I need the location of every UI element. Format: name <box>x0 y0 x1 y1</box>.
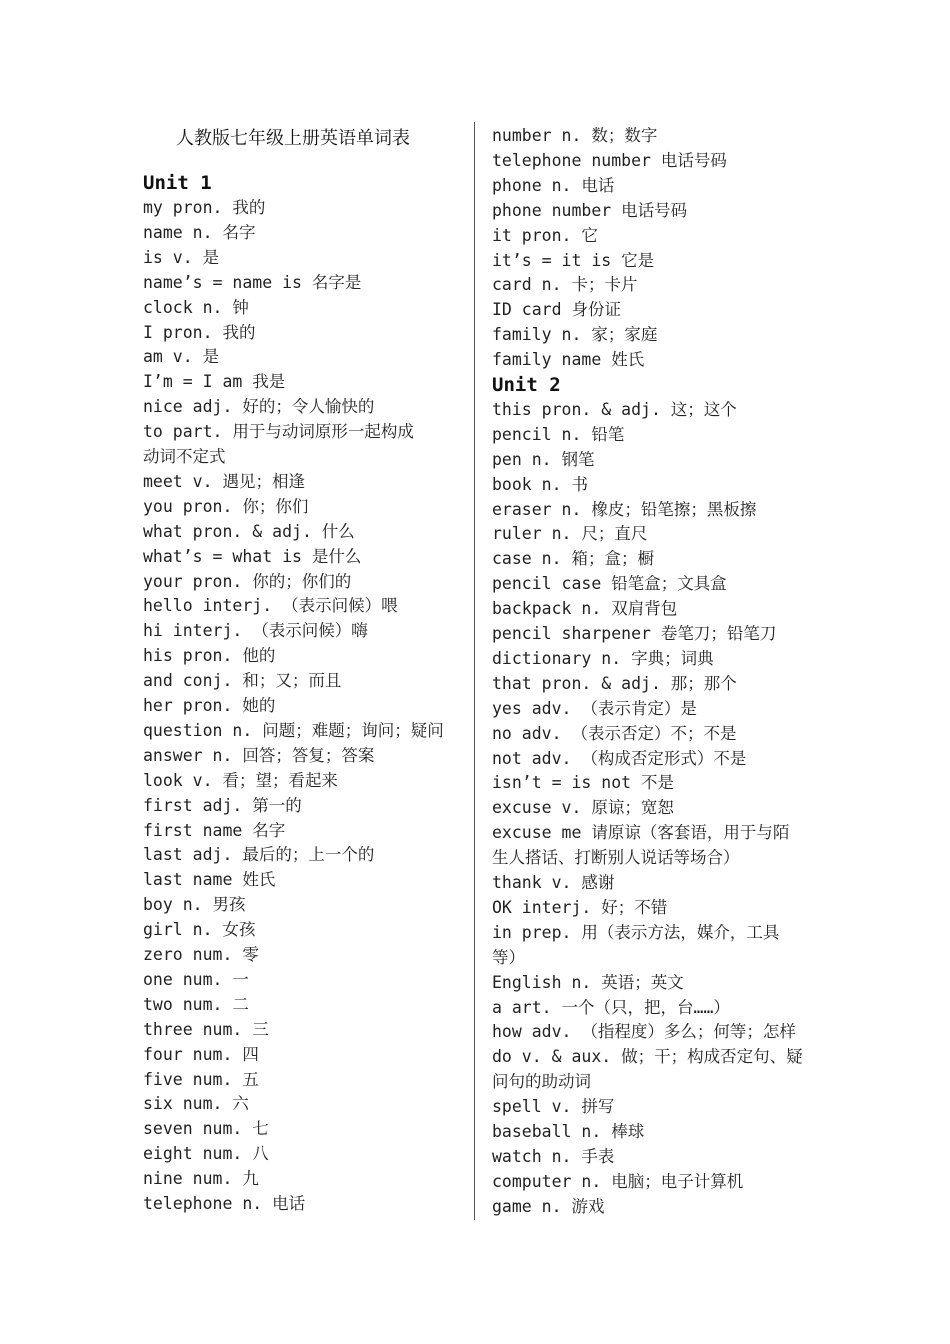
word-entry: pencil n. 铅笔 <box>492 424 625 444</box>
word-entry: dictionary n. 字典；词典 <box>492 648 714 668</box>
word-entry: 问句的助动词 <box>492 1072 591 1092</box>
word-entry: boy n. 男孩 <box>143 895 246 915</box>
word-entry: eight num. 八 <box>143 1144 269 1164</box>
word-entry: a art. 一个（只，把，台……） <box>492 997 730 1017</box>
word-entry: answer n. 回答；答复；答案 <box>143 745 375 765</box>
word-entry: case n. 箱；盒；橱 <box>492 549 654 569</box>
word-entry: six num. 六 <box>143 1094 249 1114</box>
word-entry: how adv. （指程度）多么；何等；怎样 <box>492 1022 796 1042</box>
word-entry: hello interj. （表示问候）喂 <box>143 596 398 616</box>
word-entry: am v. 是 <box>143 347 220 367</box>
word-entry: three num. 三 <box>143 1019 269 1039</box>
word-entry: no adv. （表示否定）不；不是 <box>492 723 737 743</box>
word-entry: first adj. 第一的 <box>143 795 302 815</box>
word-entry: what pron. & adj. 什么 <box>143 521 355 541</box>
word-entry: one num. 一 <box>143 969 249 989</box>
word-entry: not adv. （构成否定形式）不是 <box>492 748 747 768</box>
word-entry: watch n. 手表 <box>492 1146 615 1166</box>
word-entry: computer n. 电脑；电子计算机 <box>492 1171 744 1191</box>
word-entry: spell v. 拼写 <box>492 1097 615 1117</box>
word-entry: meet v. 遇见；相逢 <box>143 471 305 491</box>
word-entry: ruler n. 尺；直尺 <box>492 524 648 544</box>
word-entry: number n. 数；数字 <box>492 126 658 145</box>
word-entry: 生人搭话、打断别人说话等场合） <box>492 848 740 868</box>
word-entry: in prep. 用（表示方法，媒介，工具 <box>492 922 780 942</box>
word-entry: look v. 看；望；看起来 <box>143 770 338 790</box>
word-entry: family n. 家；家庭 <box>492 325 658 345</box>
word-entry: I pron. 我的 <box>143 322 256 342</box>
word-entry: is v. 是 <box>143 247 220 267</box>
word-entry: pencil sharpener 卷笔刀；铅笔刀 <box>492 624 777 643</box>
word-entry: to part. 用于与动词原形一起构成 <box>143 422 414 442</box>
word-entry: name’s = name is 名字是 <box>143 272 362 292</box>
word-entry: your pron. 你的；你们的 <box>143 571 352 591</box>
word-entry: clock n. 钟 <box>143 297 249 317</box>
word-entry: pencil case 铅笔盒；文具盒 <box>492 574 727 594</box>
word-entry: five num. 五 <box>143 1069 259 1089</box>
word-entry: eraser n. 橡皮；铅笔擦；黑板擦 <box>492 499 757 519</box>
word-entry: thank v. 感谢 <box>492 873 615 892</box>
document-title: 人教版七年级上册英语单词表 <box>176 128 410 149</box>
word-entry: zero num. 零 <box>143 945 259 964</box>
word-entry: English n. 英语；英文 <box>492 972 684 992</box>
word-entry: four num. 四 <box>143 1044 259 1064</box>
word-entry: first name 名字 <box>143 820 286 840</box>
word-entry: nine num. 九 <box>143 1169 259 1189</box>
word-entry: 动词不定式 <box>143 447 226 466</box>
word-entry: question n. 问题；难题；询问；疑问 <box>143 720 444 740</box>
word-entry: it’s = it is 它是 <box>492 250 655 270</box>
word-entry: telephone number 电话号码 <box>492 150 727 170</box>
word-entry: book n. 书 <box>492 474 588 494</box>
word-entry: girl n. 女孩 <box>143 920 256 940</box>
word-entry: backpack n. 双肩背包 <box>492 599 678 619</box>
word-entry: seven num. 七 <box>143 1119 269 1139</box>
word-entry: 等） <box>492 947 525 967</box>
word-entry: ID card 身份证 <box>492 300 621 320</box>
word-entry: last name 姓氏 <box>143 870 276 890</box>
word-entry: this pron. & adj. 这；这个 <box>492 399 737 419</box>
word-entry: excuse v. 原谅；宽恕 <box>492 798 674 818</box>
word-entry: name n. 名字 <box>143 222 256 242</box>
word-entry: hi interj. （表示问候）嗨 <box>143 621 368 641</box>
word-entry: I’m = I am 我是 <box>143 372 286 392</box>
word-entry: it pron. 它 <box>492 225 598 245</box>
word-entry: do v. & aux. 做；干；构成否定句、疑 <box>492 1047 803 1067</box>
word-entry: phone n. 电话 <box>492 175 615 195</box>
unit-1-heading: Unit 1 <box>143 172 212 194</box>
word-entry: phone number 电话号码 <box>492 200 688 220</box>
word-entry: card n. 卡；卡片 <box>492 275 638 295</box>
word-entry: isn’t = is not 不是 <box>492 773 675 793</box>
column-divider <box>474 122 475 1220</box>
word-entry: and conj. 和；又；而且 <box>143 671 342 691</box>
word-entry: her pron. 她的 <box>143 696 276 715</box>
word-entry: OK interj. 好；不错 <box>492 897 668 917</box>
word-entry: his pron. 他的 <box>143 646 276 666</box>
word-entry: baseball n. 棒球 <box>492 1122 645 1141</box>
word-entry: telephone n. 电话 <box>143 1194 306 1213</box>
word-entry: nice adj. 好的；令人愉快的 <box>143 397 375 417</box>
word-entry: two num. 二 <box>143 994 249 1014</box>
word-entry: family name 姓氏 <box>492 350 645 370</box>
word-entry: excuse me 请原谅（客套语，用于与陌 <box>492 823 790 843</box>
word-entry: you pron. 你；你们 <box>143 496 309 516</box>
word-entry: pen n. 钢笔 <box>492 449 595 469</box>
word-entry: my pron. 我的 <box>143 198 266 217</box>
word-entry: what’s = what is 是什么 <box>143 546 362 566</box>
word-entry: last adj. 最后的；上一个的 <box>143 845 375 865</box>
word-entry: yes adv. （表示肯定）是 <box>492 698 697 718</box>
word-entry: game n. 游戏 <box>492 1196 605 1216</box>
unit-2-heading: Unit 2 <box>492 374 561 396</box>
word-entry: that pron. & adj. 那；那个 <box>492 673 737 693</box>
